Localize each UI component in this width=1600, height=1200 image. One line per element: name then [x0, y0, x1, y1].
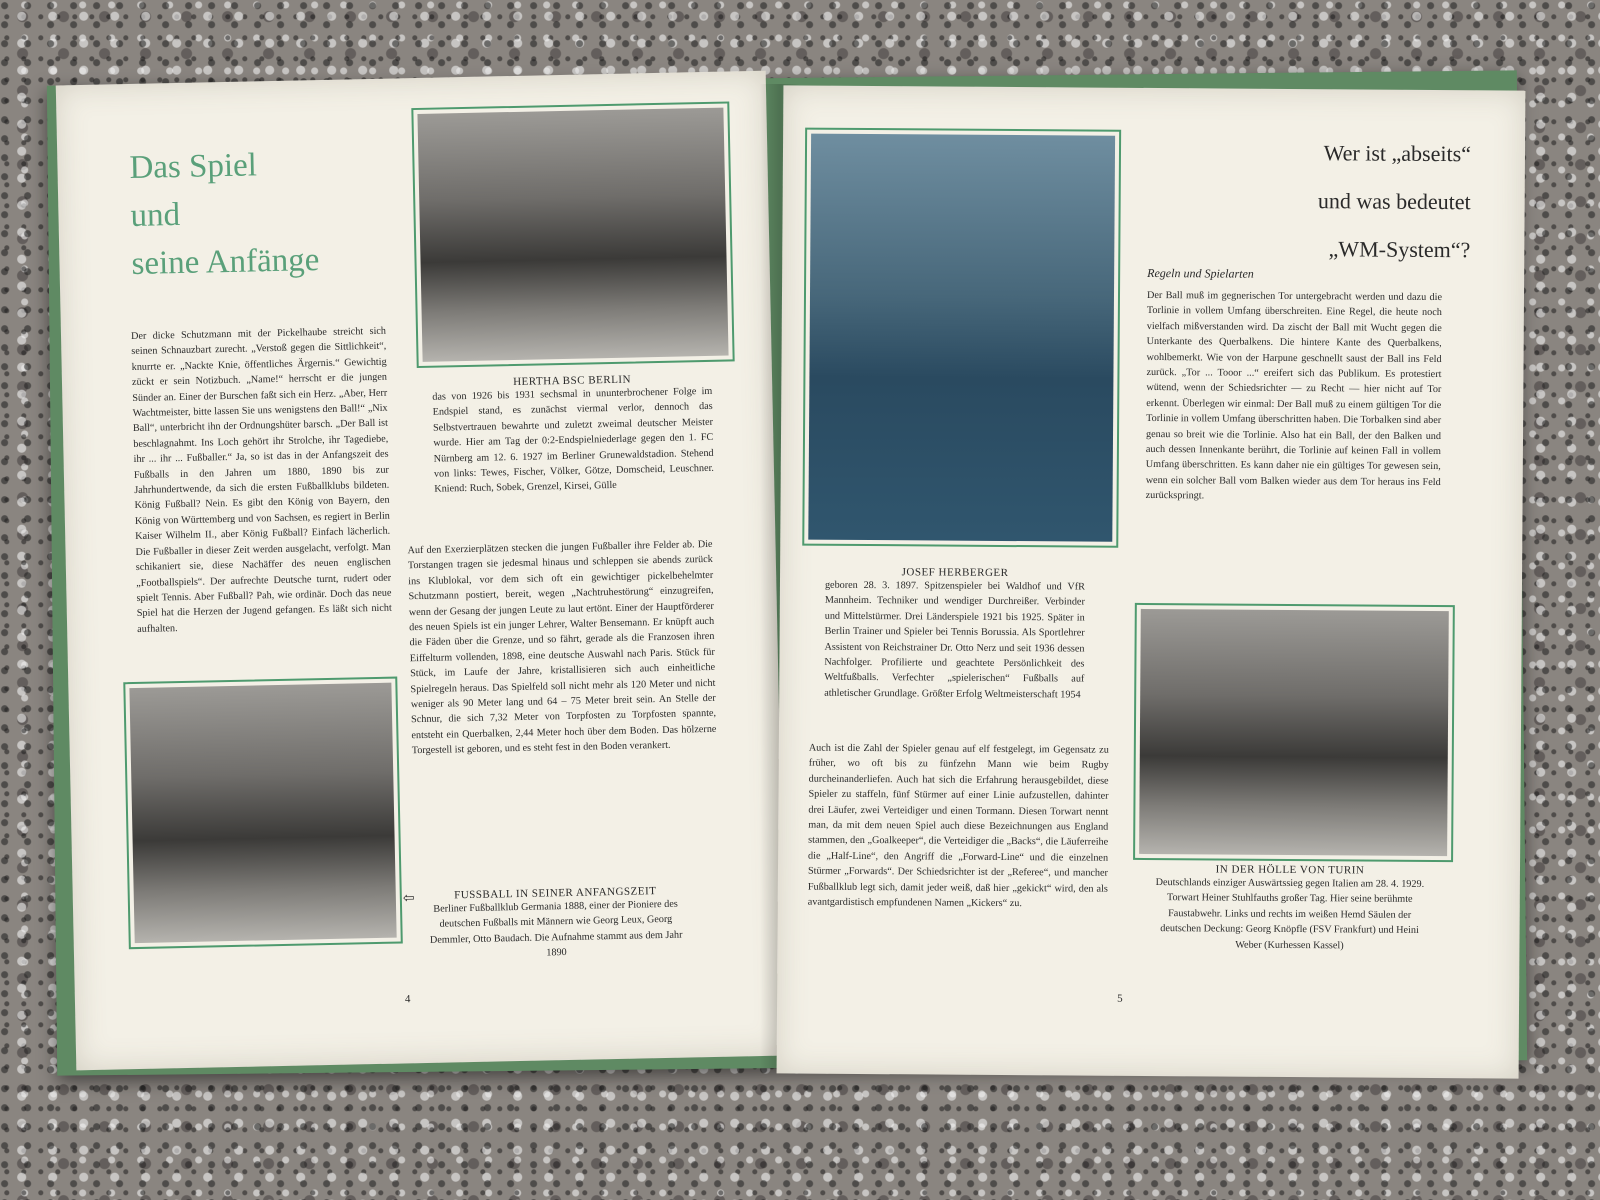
right-title	[1317, 129, 1471, 274]
germania-team-photo	[123, 677, 403, 950]
arrow-left-icon: ⇦	[402, 891, 415, 907]
right-title-line-2: und was bedeutet	[1317, 188, 1471, 215]
herberger-caption-title: JOSEF HERBERGER	[901, 566, 1009, 580]
right-title-line-1: Wer ist „abseits“	[1323, 140, 1472, 167]
page-number-right: 5	[1117, 992, 1123, 1005]
left-main-text: Auf den Exerzierplätzen stecken die jungen Fußballer ihre Felder ab. Die Torstangen tragen sie jedesmal hinaus und schleppen sie abends zurück ins Klublokal, vor dem sich oft ein gewichtiger pickelbehelmter Schutzmann postiert, bereit, wegen „Nachtruhestörung“ einzugreifen, wenn der Gesang der jungen Leute zu laut ertönt. Einer der Hauptförderer des neuen Spiels ist ein junger Lehrer, Walter Bensemann. Er knüpft auch die Fäden über die Grenze, und so fährt, gerade als die Franzosen ihren Eiffelturm vollenden, 1898, eine deutsche Auswahl nach Paris. Stück für Stück, im Laufe der Jahre, kristallisieren sich auch einheitliche Spielregeln heraus. Das Spielfeld soll nicht mehr als 120 Meter und nicht weniger als 90 Meter lang und 64 – 75 Meter breit sein. An Stelle der Schnur, die sich 7,32 Meter von Torpfosten zu Torpfosten spannte, entsteht ein Querbalken, 2,44 Meter hoch über dem Boden. Das hölzerne Torgestell ist geboren, und es steht fest in den Boden verankert.	[407, 538, 717, 757]
right-main-text: Auch ist die Zahl der Spieler genau auf elf festgelegt, im Gegensatz zu früher, wo oft bis zu fünfzehn Mann wie beim Rugby durcheinanderliefen. Auch hat sich die Erfahrung herausgebildet, diese Spieler zu staffeln, fünf Stürmer auf einer Linie aufzustellen, dahinter drei Läufer, zwei Verteidiger und einen Tormann. Diesen Torwart nennt man, da mit dem neuen Spiel auch diese Bezeichnungen aus England stammen, den „Goalkeeper“, die Verteidiger die „Backs“, die Läuferreihe die „Half-Line“, den Angriff die „Forward-Line“ und die einzelnen Stürmer „Forwards“. Der Schiedsrichter ist der „Referee“, und mancher Fußballklub legt sich, damit jeder weiß, daß hier „gekickt“ wird, den als avantgardistisch empfundenen Namen „Kickers“ zu.	[807, 742, 1109, 910]
germania-caption: Berliner Fußballklub Germania 1888, einer der Pioniere des deutschen Fußballs mit Männern wie Georg Leux, Georg Demmler, Otto Baudach. Die Aufnahme stammt aus dem Jahr 1890	[429, 898, 683, 959]
turin-caption: Deutschlands einziger Auswärtssieg gegen Italien am 28. 4. 1929. Torwart Heiner Stuhlfauths großer Tag. Hier seine berühmte Faustabwehr. Links und rechts im weißen Hemd Säulen der deutschen Deckung: Georg Knöpfle (FSV Frankfurt) und Heini Weber (Kurhessen Kassel)	[1155, 877, 1425, 951]
left-title-line-3: seine Anfänge	[131, 242, 320, 282]
left-page	[56, 71, 786, 1071]
left-title-line-2: und	[130, 196, 181, 235]
hertha-caption-title: HERTHA BSC BERLIN	[513, 373, 632, 389]
left-title-line-1: Das Spiel	[129, 147, 258, 187]
rules-text: Der Ball muß im gegnerischen Tor untergebracht werden und dazu die Torlinie in vollem Umfang überschreiten. Eine Regel, die heute noch vielfach mißverstanden wird. Da zischt der Ball mit Wucht gegen die Unterkante des Querbalkens. Die hintere Kante des Querbalkens, wohlbemerkt. Wie von der Harpune geschnellt saust der Ball ins Feld zurück. „Tor ... Tooor ...“ ereifert sich das Publikum. Es protestiert wütend, wenn der Schiedsrichter — zu Recht — hier nicht auf Tor erkennt. Überlegen wir einmal: Der Ball muß zu einem gültigen Tor die Torlinie in vollem Umfang überschritten haben. Die Torbalken sind aber genau so breit wie die Torlinie. Also hat ein Ball, der den Balken und auch dessen Innenkante berührt, die Torlinie auf keinen Fall in vollem Umfang überschritten. Es kann daher nie ein gültiges Tor gewesen sein, wenn ein solcher Ball vom Balken wieder aus dem Tor heraus ins Feld zurückspringt.	[1145, 289, 1443, 502]
left-intro-text: Der dicke Schutzmann mit der Pickelhaube streicht sich seinen Schnauzbart zurecht. „Verstoß gegen die Sittlichkeit“, knurrte er. „Nackte Knie, öffentliches Ärgernis.“ Gewichtig zückt er sein Notizbuch. „Name!“ herrscht er die jungen Sünder an. Einer der Burschen faßt sich ein Herz. „Aber, Herr Wachtmeister, bitte lassen Sie uns wenigstens den Ball!“ „Nix Ball“, unterbricht ihn der Ordnungshüter barsch. „Der Ball ist beschlagnahmt. Ins Loch gehört ihr Strolche, ihr Tagediebe, ihr ... ihr ... Fußballer.“ Ja, so ist das in der Anfangszeit des Fußballs in den Jahren um 1880, 1890 bis zur Jahrhundertwende, da sich die ersten Fußballklubs bildeten. König Fußball? Nein. Es gibt den König von Bayern, den König von Württemberg und von Sachsen, es regiert in Berlin Kaiser Wilhelm II., aber König Fußball? Einfach lächerlich. Die Fußballer in dieser Zeit werden ausgelacht, verfolgt. Man schikaniert sie, diese Nachäffer des neuen englischen „Footballspiels“. Der aufrechte Deutsche turnt, rudert oder spielt Tennis. Aber Fußball? Pah, wie ordinär. Doch das neue Spiel hat die Herzen der Jugend gefangen. Es läßt sich nicht aufhalten.	[130, 325, 392, 635]
herberger-caption: geboren 28. 3. 1897. Spitzenspieler bei Waldhof und VfR Mannheim. Techniker und wendiger Durchreißer. Verbinder und Mittelstürmer. Drei Länderspiele 1921 bis 1925. Später in Berlin Trainer und Spieler bei Tennis Borussia. Als Sportlehrer Assistent von Reichstrainer Dr. Otto Nerz und seit 1936 dessen Nachfolger. Profilierte und geachtete Persönlichkeit des Weltfußballs. Verfechter „spielerischen“ Fußballs auf athletischer Grundlage. Größter Erfolg Weltmeisterschaft 1954	[824, 579, 1086, 701]
left-title	[129, 140, 320, 288]
subheading: Regeln und Spielarten	[1147, 265, 1254, 281]
germania-caption-title: FUSSBALL IN SEINER ANFANGSZEIT	[454, 885, 657, 902]
turin-caption-title: IN DER HÖLLE VON TURIN	[1215, 863, 1365, 877]
turin-match-photo	[1133, 603, 1455, 862]
hertha-team-photo	[411, 101, 734, 368]
right-title-line-3: „WM-System“?	[1328, 236, 1471, 263]
page-number-left: 4	[404, 993, 411, 1006]
right-page	[777, 85, 1526, 1078]
hertha-caption: das von 1926 bis 1931 sechsmal in ununterbrochener Folge im Endspiel stand, es zunächst viermal verlor, dennoch das Selbstvertrauen bewahrte und zuletzt zweimal deutscher Meister wurde. Hier am Tag der 0:2-Endspielniederlage gegen den 1. FC Nürnberg am 12. 6. 1927 im Berliner Grunewaldstadion. Stehend von links: Tewes, Fischer, Völker, Götze, Domscheid, Leuschner. Kniend: Ruch, Sobek, Grenzel, Kirsei, Gülle	[432, 385, 715, 496]
herberger-portrait	[802, 128, 1121, 548]
